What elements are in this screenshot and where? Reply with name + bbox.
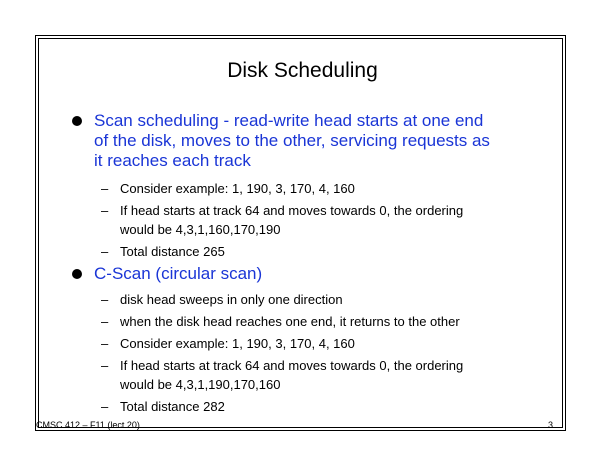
bullet-line: it reaches each track bbox=[94, 151, 251, 170]
sub-bullet-line: Total distance 265 bbox=[120, 244, 225, 259]
bullet-c-scan bbox=[94, 264, 262, 284]
bullet-line: C-Scan (circular scan) bbox=[94, 264, 263, 283]
sub-bullet-line: If head starts at track 64 and moves towards 0, the ordering bbox=[120, 358, 464, 373]
sub-bullet-line: when the disk head reaches one end, it returns to the other bbox=[120, 314, 460, 329]
dash-icon: – bbox=[101, 203, 109, 218]
dash-icon: – bbox=[101, 244, 109, 259]
slide-title: Disk Scheduling bbox=[227, 59, 378, 82]
sub-bullet bbox=[101, 201, 464, 239]
bullet-dot-icon bbox=[72, 269, 82, 279]
dash-icon: – bbox=[101, 336, 109, 351]
bullet-line: Scan scheduling - read-write head starts at one end bbox=[94, 111, 484, 130]
dash-icon: – bbox=[101, 399, 109, 414]
footer-course-label: CMSC 412 – F11 (lect 20) bbox=[36, 420, 140, 430]
sub-bullet bbox=[101, 242, 225, 261]
sub-bullet-line: would be 4,3,1,160,170,190 bbox=[120, 222, 281, 237]
bullet-scan-scheduling bbox=[94, 111, 490, 171]
dash-icon: – bbox=[101, 181, 109, 196]
sub-bullet bbox=[101, 397, 225, 416]
dash-icon: – bbox=[101, 292, 109, 307]
sub-bullet-line: If head starts at track 64 and moves towards 0, the ordering bbox=[120, 203, 464, 218]
sub-bullet-line: would be 4,3,1,190,170,160 bbox=[120, 377, 281, 392]
sub-bullet bbox=[101, 334, 355, 353]
sub-bullet-line: disk head sweeps in only one direction bbox=[120, 292, 343, 307]
bullet-line: of the disk, moves to the other, servicing requests as bbox=[94, 131, 490, 150]
page-number: 3 bbox=[548, 420, 554, 430]
sub-bullet bbox=[101, 356, 464, 394]
sub-bullet bbox=[101, 312, 460, 331]
sub-bullet-line: Total distance 282 bbox=[120, 399, 225, 414]
dash-icon: – bbox=[101, 314, 109, 329]
sub-bullet bbox=[101, 290, 343, 309]
sub-bullet-line: Consider example: 1, 190, 3, 170, 4, 160 bbox=[120, 336, 355, 351]
dash-icon: – bbox=[101, 358, 109, 373]
bullet-dot-icon bbox=[72, 116, 82, 126]
sub-bullet-line: Consider example: 1, 190, 3, 170, 4, 160 bbox=[120, 181, 355, 196]
sub-bullet bbox=[101, 179, 355, 198]
